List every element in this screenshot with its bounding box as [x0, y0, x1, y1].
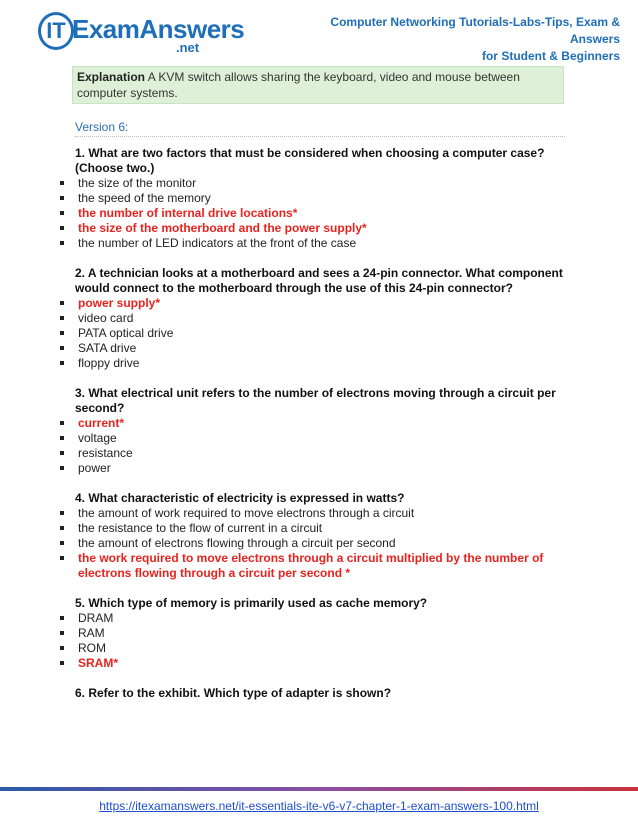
square-bullet-icon: [60, 301, 64, 305]
answer-option-text: SATA drive: [78, 341, 137, 355]
answer-option: [0, 176, 568, 191]
square-bullet-icon: [60, 241, 64, 245]
square-bullet-icon: [60, 451, 64, 455]
logo-mark-icon: IT: [38, 12, 74, 50]
question-spacer: [0, 476, 638, 491]
question-text: 1. What are two factors that must be considered when choosing a computer case? (Choose two.): [75, 146, 545, 175]
answer-option: [0, 326, 568, 341]
question-spacer: [0, 671, 638, 686]
answer-options: [0, 506, 638, 581]
square-bullet-icon: [60, 541, 64, 545]
square-bullet-icon: [60, 661, 64, 665]
answer-option-text: the number of internal drive locations*: [78, 206, 298, 220]
square-bullet-icon: [60, 226, 64, 230]
question-list: [0, 146, 638, 701]
answer-option: [0, 356, 568, 371]
answer-option: [0, 461, 568, 476]
square-bullet-icon: [60, 196, 64, 200]
answer-option: [0, 191, 568, 206]
footer-url-link[interactable]: https://itexamanswers.net/it-essentials-ite-v6-v7-chapter-1-exam-answers-100.html: [99, 799, 539, 813]
answer-option: [0, 446, 568, 461]
answer-option-correct: [0, 206, 568, 221]
answer-option: [0, 431, 568, 446]
question-text: 5. Which type of memory is primarily used as cache memory?: [75, 596, 428, 610]
answer-option-text: the speed of the memory: [78, 191, 211, 205]
footer-divider: [0, 787, 638, 791]
answer-option: [0, 611, 568, 626]
answer-option-correct: [0, 656, 568, 671]
tagline-line-2: for Student & Beginners: [481, 49, 620, 63]
version-heading: Version 6:: [75, 120, 565, 137]
answer-option: [0, 626, 568, 641]
question-text: 4. What characteristic of electricity is expressed in watts?: [75, 491, 405, 505]
square-bullet-icon: [60, 211, 64, 215]
square-bullet-icon: [60, 331, 64, 335]
square-bullet-icon: [60, 346, 64, 350]
square-bullet-icon: [60, 421, 64, 425]
answer-option-text: ROM: [78, 641, 106, 655]
explanation-label: Explanation: [77, 70, 146, 84]
answer-option: [0, 506, 568, 521]
answer-option: [0, 536, 568, 551]
square-bullet-icon: [60, 181, 64, 185]
answer-option: [0, 341, 568, 356]
question-text: 6. Refer to the exhibit. Which type of adapter is shown?: [75, 686, 392, 700]
answer-option-text: the resistance to the flow of current in a circuit: [78, 521, 323, 535]
square-bullet-icon: [60, 511, 64, 515]
square-bullet-icon: [60, 556, 64, 560]
answer-option-text: floppy drive: [78, 356, 140, 370]
explanation-box: [72, 66, 564, 104]
question-text: 2. A technician looks at a motherboard and sees a 24-pin connector. What component would connect to the motherboard through the use of this 24-pin connector?: [75, 266, 563, 295]
square-bullet-icon: [60, 316, 64, 320]
answer-options: [0, 176, 638, 251]
answer-option: [0, 236, 568, 251]
square-bullet-icon: [60, 361, 64, 365]
answer-option-text: the amount of work required to move electrons through a circuit: [78, 506, 415, 520]
answer-option-text: video card: [78, 311, 134, 325]
answer-option-text: the size of the motherboard and the power supply*: [78, 221, 367, 235]
answer-option-correct: [0, 551, 568, 581]
answer-option-text: DRAM: [78, 611, 114, 625]
site-tagline: [290, 14, 620, 65]
answer-option-text: current*: [78, 416, 125, 430]
answer-option-text: PATA optical drive: [78, 326, 174, 340]
answer-option-text: the amount of electrons flowing through a circuit per second: [78, 536, 396, 550]
answer-option-text: RAM: [78, 626, 105, 640]
answer-options: [0, 416, 638, 476]
square-bullet-icon: [60, 436, 64, 440]
square-bullet-icon: [60, 526, 64, 530]
tagline-line-1: Computer Networking Tutorials-Labs-Tips, Exam & Answers: [330, 15, 620, 46]
answer-option: [0, 521, 568, 536]
question-spacer: [0, 371, 638, 386]
page-header: [0, 0, 638, 62]
question-text: 3. What electrical unit refers to the number of electrons moving through a circuit per second?: [75, 386, 556, 415]
answer-options: [0, 611, 638, 671]
answer-option-correct: [0, 416, 568, 431]
answer-option-text: power supply*: [78, 296, 161, 310]
answer-option: [0, 311, 568, 326]
answer-option-text: the number of LED indicators at the front of the case: [78, 236, 357, 250]
answer-option-correct: [0, 221, 568, 236]
answer-option-text: the work required to move electrons through a circuit multiplied by the number of electrons flowing through a circuit per second *: [78, 551, 544, 580]
square-bullet-icon: [60, 466, 64, 470]
question-spacer: [0, 581, 638, 596]
explanation-text: A KVM switch allows sharing the keyboard, video and mouse between computer systems.: [77, 70, 520, 100]
square-bullet-icon: [60, 646, 64, 650]
answer-option-text: SRAM*: [78, 656, 119, 670]
logo-wordmark: ExamAnswers: [72, 14, 245, 44]
answer-option-correct: [0, 296, 568, 311]
logo-domain: .net: [176, 40, 200, 55]
answer-option-text: voltage: [78, 431, 117, 445]
answer-option: [0, 641, 568, 656]
answer-option-text: resistance: [78, 446, 133, 460]
answer-options: [0, 296, 638, 371]
square-bullet-icon: [60, 616, 64, 620]
answer-option-text: power: [78, 461, 111, 475]
square-bullet-icon: [60, 631, 64, 635]
question-spacer: [0, 251, 638, 266]
site-logo[interactable]: [38, 10, 245, 56]
answer-option-text: the size of the monitor: [78, 176, 197, 190]
